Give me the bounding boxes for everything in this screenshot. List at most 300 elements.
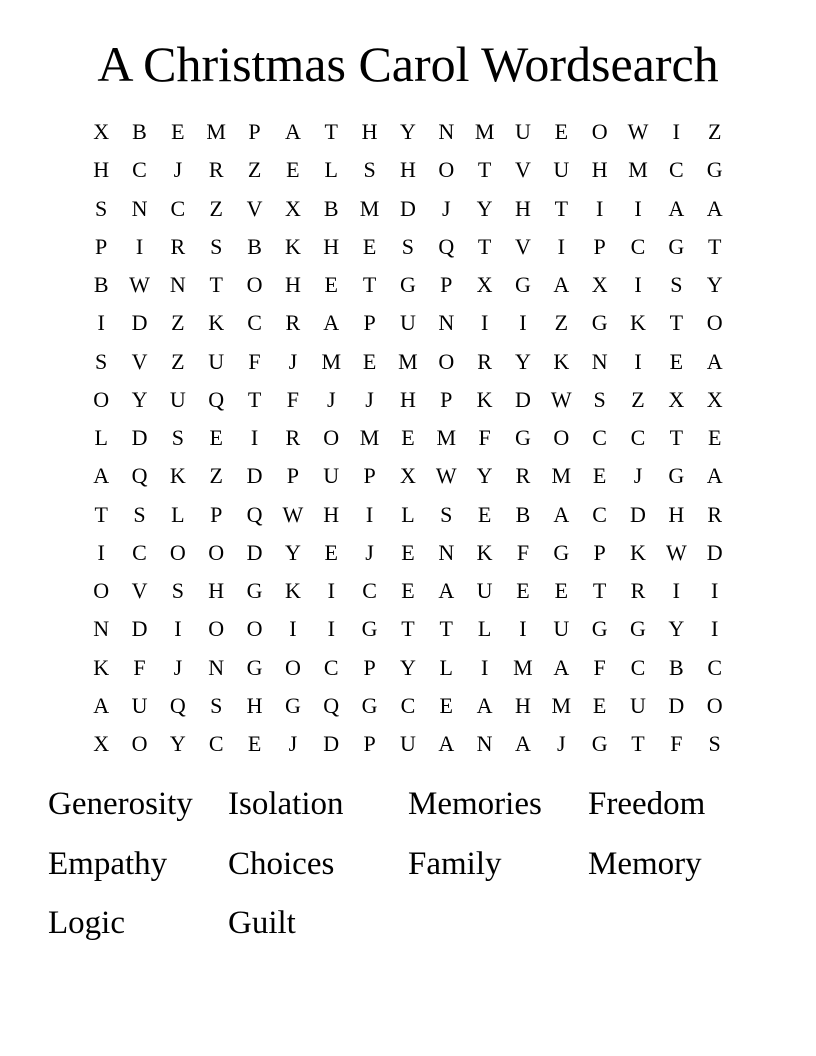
grid-cell: U: [476, 578, 493, 604]
word-list-item: Freedom: [588, 786, 706, 822]
grid-cell: E: [247, 731, 262, 757]
grid-cell: C: [208, 731, 224, 757]
grid-cell: C: [247, 310, 262, 336]
grid-cell: A: [323, 310, 340, 336]
grid-cell: K: [284, 578, 301, 604]
grid-cell: I: [672, 578, 680, 604]
grid-cell: O: [246, 272, 263, 298]
grid-cell: L: [477, 616, 492, 642]
grid-cell: P: [363, 654, 376, 680]
grid-cell: E: [209, 425, 223, 451]
grid-cell: I: [174, 616, 182, 642]
grid-cell: S: [95, 195, 108, 221]
word-list-item: Logic: [48, 905, 125, 941]
grid-cell: I: [480, 654, 489, 680]
grid-cell: P: [593, 539, 606, 565]
grid-cell: G: [668, 233, 685, 259]
grid-cell: D: [131, 425, 148, 451]
grid-cell: X: [93, 731, 110, 757]
grid-cell: A: [284, 119, 301, 145]
grid-cell: U: [323, 463, 340, 489]
grid-row: [82, 457, 734, 495]
grid-cell: W: [435, 463, 457, 489]
grid-cell: D: [515, 386, 531, 412]
grid-cell: Q: [438, 233, 455, 259]
grid-cell: P: [286, 463, 300, 489]
grid-cell: A: [706, 348, 723, 374]
grid-cell: P: [363, 731, 376, 757]
grid-cell: J: [365, 386, 374, 412]
grid-cell: A: [553, 654, 570, 680]
grid-cell: J: [633, 463, 643, 489]
grid-cell: I: [634, 348, 642, 374]
grid-cell: K: [169, 463, 186, 489]
grid-cell: K: [476, 386, 493, 412]
grid-cell: U: [169, 386, 186, 412]
grid-cell: U: [208, 348, 225, 374]
puzzle-title: A Christmas Carol Wordsearch: [97, 36, 719, 92]
grid-cell: N: [438, 310, 455, 336]
grid-cell: A: [553, 501, 570, 527]
grid-cell: H: [208, 578, 225, 604]
grid-cell: K: [553, 348, 570, 374]
grid-cell: N: [169, 272, 186, 298]
grid-cell: V: [246, 195, 263, 221]
grid-cell: L: [171, 501, 185, 527]
grid-cell: N: [438, 539, 455, 565]
grid-cell: Y: [131, 386, 148, 412]
grid-cell: B: [247, 233, 262, 259]
grid-cell: Y: [284, 539, 301, 565]
grid-cell: M: [398, 348, 418, 374]
grid-cell: I: [519, 616, 527, 642]
grid-cell: Z: [247, 157, 262, 183]
grid-cell: O: [553, 425, 570, 451]
grid-cell: E: [401, 578, 415, 604]
grid-row: [82, 534, 734, 572]
grid-cell: E: [401, 425, 415, 451]
grid-cell: I: [711, 616, 719, 642]
grid-cell: U: [399, 731, 416, 757]
grid-cell: B: [515, 501, 531, 527]
grid-cell: Y: [169, 731, 186, 757]
grid-cell: B: [132, 119, 147, 145]
grid-cell: G: [284, 692, 301, 718]
grid-cell: O: [284, 654, 301, 680]
grid-cell: Z: [171, 310, 185, 336]
grid-row: [82, 572, 734, 610]
grid-cell: R: [630, 578, 646, 604]
grid-cell: E: [362, 233, 377, 259]
grid-cell: A: [93, 692, 110, 718]
grid-cell: A: [706, 463, 723, 489]
grid-cell: L: [94, 425, 108, 451]
grid-cell: W: [550, 386, 572, 412]
grid-cell: E: [477, 501, 492, 527]
grid-cell: T: [669, 310, 684, 336]
grid-cell: H: [284, 272, 301, 298]
grid-cell: C: [630, 233, 646, 259]
grid-cell: L: [401, 501, 415, 527]
grid-cell: E: [707, 425, 722, 451]
grid-cell: S: [133, 501, 146, 527]
grid-cell: G: [591, 310, 608, 336]
grid-row: [82, 649, 734, 687]
grid-cell: H: [668, 501, 685, 527]
grid-cell: O: [246, 616, 263, 642]
grid-cell: Y: [706, 272, 723, 298]
grid-row: [82, 113, 734, 151]
grid-cell: P: [95, 233, 108, 259]
grid-cell: R: [208, 157, 224, 183]
grid-cell: T: [324, 119, 338, 145]
grid-cell: Z: [209, 195, 223, 221]
grid-cell: T: [247, 386, 262, 412]
grid-cell: C: [132, 539, 147, 565]
grid-cell: T: [209, 272, 223, 298]
grid-cell: A: [438, 731, 455, 757]
grid-cell: H: [246, 692, 263, 718]
grid-cell: N: [93, 616, 110, 642]
grid-row: [82, 343, 734, 381]
grid-cell: I: [480, 310, 489, 336]
grid-cell: O: [131, 731, 148, 757]
grid-cell: E: [171, 119, 185, 145]
grid-cell: J: [288, 731, 298, 757]
grid-cell: G: [515, 425, 531, 451]
grid-cell: D: [131, 616, 148, 642]
grid-cell: I: [97, 539, 105, 565]
grid-cell: I: [135, 233, 144, 259]
grid-cell: F: [133, 654, 146, 680]
grid-cell: L: [439, 654, 453, 680]
grid-cell: T: [592, 578, 607, 604]
grid-cell: K: [93, 654, 110, 680]
grid-cell: T: [401, 616, 415, 642]
grid-cell: D: [399, 195, 416, 221]
grid-cell: S: [95, 348, 108, 374]
word-list-item: Generosity: [48, 786, 193, 822]
grid-cell: H: [399, 157, 416, 183]
grid-cell: T: [631, 731, 645, 757]
grid-cell: Z: [209, 463, 223, 489]
grid-cell: L: [324, 157, 338, 183]
grid-cell: S: [171, 578, 184, 604]
grid-cell: S: [401, 233, 415, 259]
grid-cell: I: [672, 119, 680, 145]
grid-row: [82, 151, 734, 189]
grid-cell: G: [246, 578, 263, 604]
grid-cell: A: [515, 731, 531, 757]
grid-cell: I: [557, 233, 565, 259]
grid-cell: X: [591, 272, 608, 298]
grid-cell: O: [706, 692, 723, 718]
grid-cell: N: [476, 731, 493, 757]
grid-cell: E: [324, 539, 338, 565]
grid-cell: K: [630, 310, 646, 336]
grid-cell: W: [282, 501, 304, 527]
grid-cell: H: [515, 195, 531, 221]
grid-row: [82, 610, 734, 648]
grid-cell: I: [634, 195, 642, 221]
word-list-item: Memory: [588, 845, 702, 882]
grid-cell: I: [327, 578, 335, 604]
grid-cell: I: [365, 501, 374, 527]
grid-cell: T: [439, 616, 453, 642]
grid-cell: U: [553, 157, 570, 183]
grid-cell: C: [630, 425, 646, 451]
grid-cell: X: [284, 195, 301, 221]
grid-cell: T: [477, 157, 492, 183]
grid-cell: K: [208, 310, 225, 336]
grid-cell: M: [474, 119, 495, 145]
grid-cell: S: [593, 386, 606, 412]
grid-cell: B: [668, 654, 684, 680]
grid-cell: B: [93, 272, 109, 298]
grid-cell: C: [668, 157, 684, 183]
grid-cell: M: [551, 463, 572, 489]
grid-cell: N: [591, 348, 608, 374]
grid-cell: J: [326, 386, 336, 412]
grid-cell: M: [206, 119, 226, 145]
grid-cell: Z: [554, 310, 569, 336]
grid-cell: F: [670, 731, 683, 757]
grid-cell: X: [476, 272, 493, 298]
grid-cell: I: [711, 578, 719, 604]
grid-cell: M: [359, 425, 380, 451]
grid-cell: R: [285, 425, 301, 451]
grid-cell: Q: [208, 386, 225, 412]
grid-cell: R: [170, 233, 186, 259]
word-list-item: Family: [408, 845, 502, 882]
grid-cell: G: [630, 616, 646, 642]
grid-cell: G: [706, 157, 723, 183]
grid-cell: E: [286, 157, 300, 183]
grid-cell: W: [665, 539, 687, 565]
grid-cell: G: [553, 539, 570, 565]
grid-cell: O: [438, 348, 455, 374]
grid-cell: C: [592, 425, 607, 451]
grid-cell: W: [129, 272, 150, 298]
grid-row: [82, 381, 734, 419]
grid-cell: S: [708, 731, 721, 757]
grid-cell: I: [97, 310, 105, 336]
grid-cell: U: [515, 119, 531, 145]
grid-cell: T: [362, 272, 377, 298]
grid-cell: P: [248, 119, 261, 145]
grid-cell: J: [557, 731, 566, 757]
grid-cell: P: [210, 501, 223, 527]
grid-cell: A: [706, 195, 723, 221]
grid-cell: X: [399, 463, 416, 489]
grid-cell: I: [289, 616, 297, 642]
grid-cell: M: [321, 348, 342, 374]
grid-cell: R: [515, 463, 531, 489]
grid-cell: C: [362, 578, 377, 604]
grid-cell: O: [591, 119, 608, 145]
grid-cell: F: [286, 386, 300, 412]
grid-cell: T: [94, 501, 108, 527]
grid-cell: O: [208, 539, 225, 565]
grid-cell: S: [440, 501, 453, 527]
grid-cell: R: [285, 310, 301, 336]
grid-cell: C: [592, 501, 607, 527]
grid-cell: P: [440, 386, 453, 412]
grid-cell: J: [441, 195, 451, 221]
grid-cell: P: [363, 310, 376, 336]
grid-cell: G: [591, 616, 608, 642]
word-list-item: Choices: [228, 845, 335, 882]
grid-cell: S: [670, 272, 683, 298]
grid-cell: C: [170, 195, 186, 221]
grid-cell: I: [250, 425, 259, 451]
grid-cell: T: [554, 195, 569, 221]
grid-cell: Z: [171, 348, 185, 374]
grid-cell: H: [591, 157, 608, 183]
grid-cell: X: [706, 386, 723, 412]
grid-cell: M: [359, 195, 380, 221]
grid-cell: D: [706, 539, 723, 565]
grid-cell: Y: [476, 195, 493, 221]
grid-cell: D: [630, 501, 646, 527]
letter-grid: [82, 113, 734, 763]
grid-cell: V: [131, 578, 148, 604]
grid-cell: F: [593, 654, 606, 680]
grid-cell: Z: [707, 119, 722, 145]
grid-row: [82, 228, 734, 266]
grid-cell: Z: [631, 386, 645, 412]
grid-cell: M: [551, 692, 572, 718]
grid-cell: E: [401, 539, 415, 565]
grid-row: [82, 687, 734, 725]
grid-cell: N: [208, 654, 225, 680]
grid-row: [82, 496, 734, 534]
grid-cell: D: [246, 539, 263, 565]
grid-cell: D: [246, 463, 263, 489]
grid-cell: X: [93, 119, 110, 145]
grid-cell: G: [515, 272, 531, 298]
grid-cell: H: [361, 119, 378, 145]
grid-cell: H: [399, 386, 416, 412]
grid-cell: T: [669, 425, 684, 451]
grid-row: [82, 266, 734, 304]
grid-cell: Y: [668, 616, 685, 642]
grid-cell: E: [439, 692, 453, 718]
grid-cell: P: [440, 272, 453, 298]
grid-cell: M: [628, 157, 648, 183]
grid-cell: H: [323, 501, 340, 527]
word-list-item: Empathy: [48, 845, 168, 882]
grid-cell: A: [93, 463, 110, 489]
word-list-item: Isolation: [228, 786, 344, 822]
grid-cell: S: [171, 425, 184, 451]
grid-cell: E: [362, 348, 377, 374]
grid-cell: E: [516, 578, 530, 604]
grid-cell: J: [365, 539, 374, 565]
grid-cell: E: [592, 692, 607, 718]
grid-cell: X: [668, 386, 685, 412]
grid-cell: G: [361, 616, 378, 642]
grid-row: [82, 190, 734, 228]
grid-cell: F: [516, 539, 530, 565]
grid-cell: F: [248, 348, 261, 374]
grid-cell: K: [476, 539, 493, 565]
grid-cell: V: [515, 157, 531, 183]
grid-row: [82, 725, 734, 763]
grid-cell: U: [399, 310, 416, 336]
grid-cell: E: [669, 348, 684, 374]
grid-cell: C: [707, 654, 723, 680]
grid-cell: Y: [476, 463, 493, 489]
grid-cell: O: [93, 578, 110, 604]
grid-cell: R: [707, 501, 723, 527]
grid-cell: H: [323, 233, 340, 259]
grid-cell: A: [668, 195, 685, 221]
grid-cell: Y: [515, 348, 531, 374]
grid-cell: O: [706, 310, 723, 336]
grid-cell: J: [173, 157, 183, 183]
grid-cell: N: [131, 195, 148, 221]
grid-cell: P: [363, 463, 376, 489]
grid-cell: M: [513, 654, 533, 680]
grid-cell: M: [436, 425, 457, 451]
grid-cell: J: [173, 654, 183, 680]
grid-cell: H: [93, 157, 110, 183]
grid-row: [82, 304, 734, 342]
grid-cell: P: [593, 233, 606, 259]
grid-cell: E: [592, 463, 607, 489]
grid-cell: G: [361, 692, 378, 718]
grid-cell: Y: [399, 654, 416, 680]
grid-row: [82, 419, 734, 457]
grid-cell: I: [519, 310, 527, 336]
grid-cell: U: [630, 692, 646, 718]
word-list-item: Guilt: [228, 905, 296, 941]
grid-cell: S: [210, 233, 223, 259]
grid-cell: I: [595, 195, 604, 221]
grid-cell: R: [477, 348, 492, 374]
grid-cell: V: [515, 233, 531, 259]
grid-cell: Q: [323, 692, 340, 718]
grid-cell: K: [284, 233, 301, 259]
word-list-item: Memories: [408, 786, 542, 822]
grid-cell: Q: [246, 501, 263, 527]
grid-cell: O: [208, 616, 225, 642]
word-list: [48, 784, 768, 963]
grid-cell: D: [131, 310, 148, 336]
grid-cell: E: [554, 119, 569, 145]
grid-cell: K: [630, 539, 646, 565]
grid-cell: U: [131, 692, 148, 718]
grid-cell: N: [438, 119, 455, 145]
grid-cell: O: [93, 386, 110, 412]
grid-cell: G: [668, 463, 685, 489]
grid-cell: F: [478, 425, 491, 451]
grid-cell: B: [323, 195, 339, 221]
grid-cell: A: [476, 692, 493, 718]
grid-cell: S: [210, 692, 223, 718]
grid-cell: T: [477, 233, 492, 259]
grid-cell: C: [630, 654, 646, 680]
grid-cell: O: [323, 425, 340, 451]
grid-cell: W: [627, 119, 649, 145]
grid-cell: C: [132, 157, 147, 183]
grid-cell: E: [554, 578, 569, 604]
grid-cell: G: [246, 654, 263, 680]
grid-cell: U: [553, 616, 570, 642]
grid-cell: Q: [131, 463, 148, 489]
grid-cell: E: [324, 272, 338, 298]
